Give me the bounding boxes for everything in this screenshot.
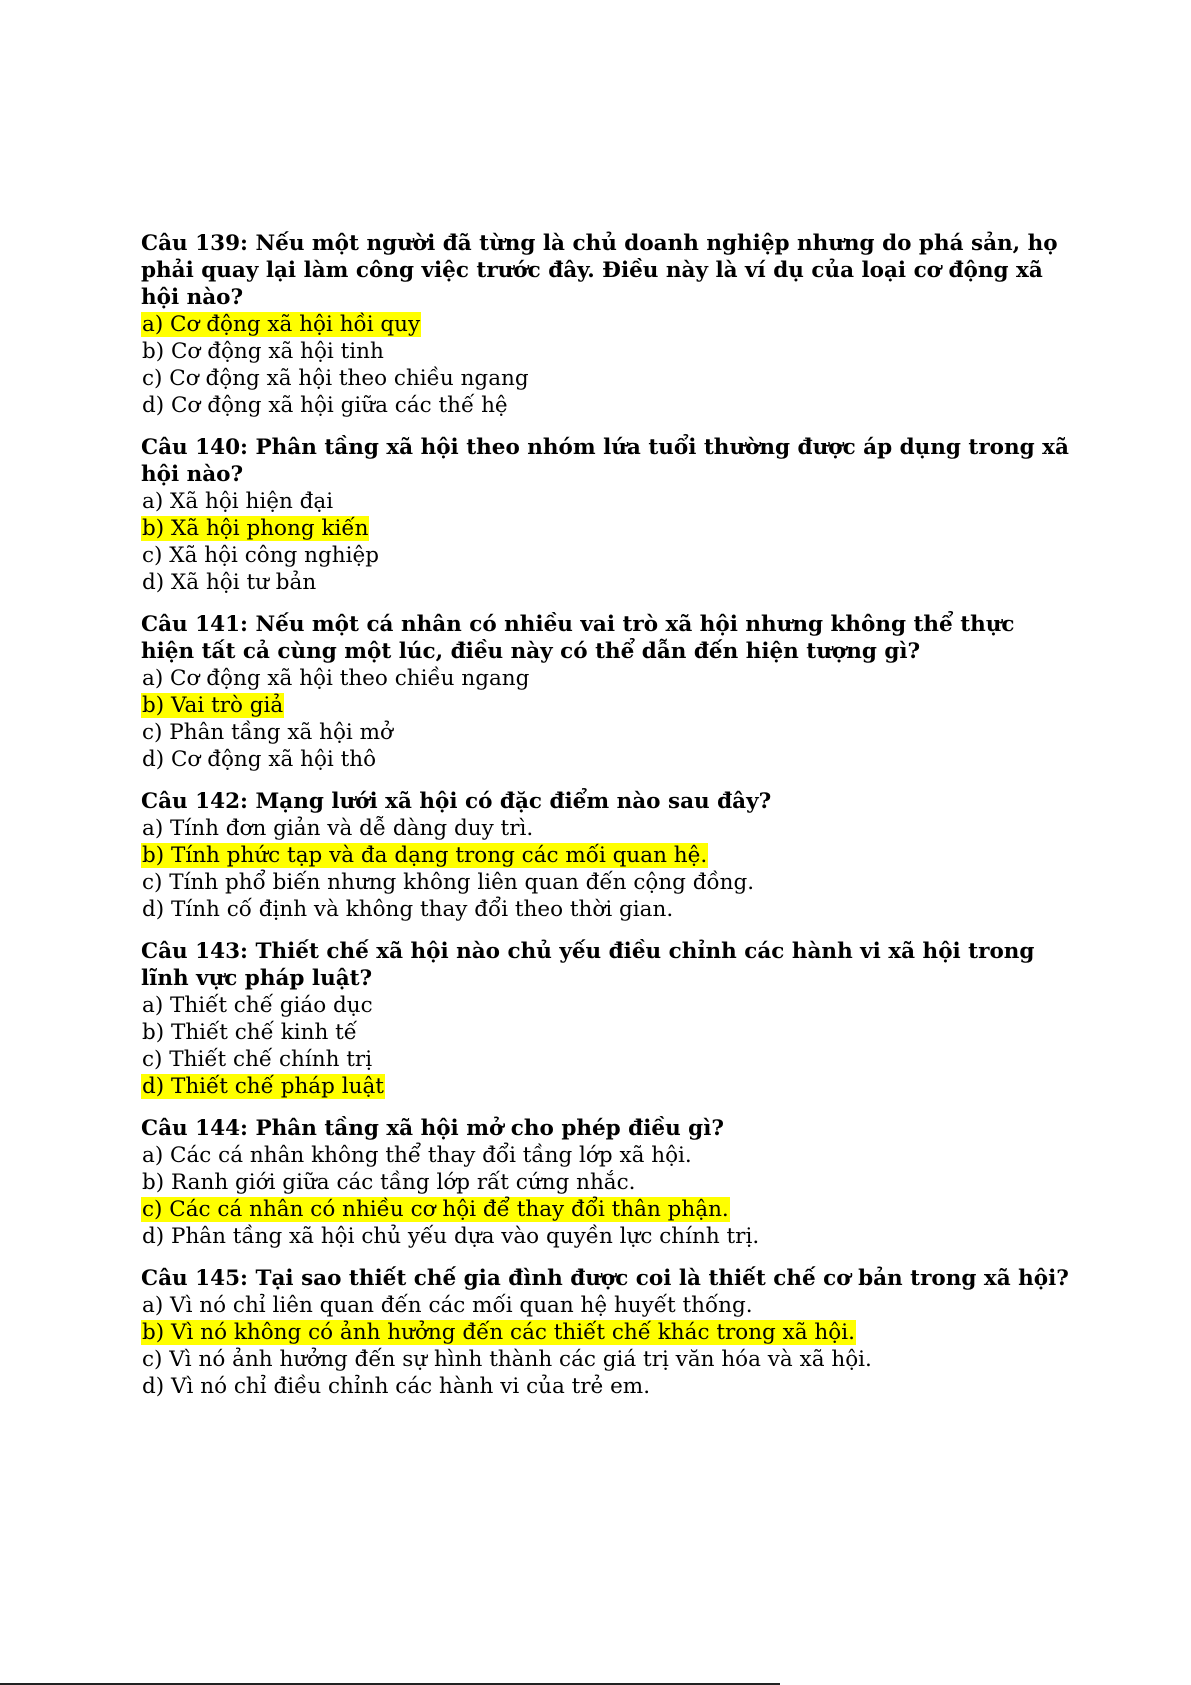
answer-option-d [141,569,1071,596]
question-text: Mạng lưới xã hội có đặc điểm nào sau đây? [255,789,772,814]
answer-option-c [141,1046,1071,1073]
answer-option-b [141,692,1071,719]
answer-option-b [141,842,1071,869]
answer-option-d [141,1073,1071,1100]
question-144 [141,1115,1071,1250]
answer-option-d [141,896,1071,923]
question-number: Câu 143: [141,939,248,964]
answer-option-b [141,515,1071,542]
answer-text: d) Vì nó chỉ điều chỉnh các hành vi của trẻ em. [142,1374,651,1399]
answer-text: b) Vai trò giả [142,693,284,718]
answer-option-a [141,1292,1071,1319]
question-number: Câu 139: [141,231,248,256]
question-139 [141,230,1071,419]
question-number: Câu 145: [141,1266,248,1291]
answer-option-a [141,1142,1071,1169]
question-title [141,1265,1071,1292]
answer-option-a [141,815,1071,842]
document-page [141,230,1071,1415]
answer-text: a) Cơ động xã hội hồi quy [142,312,421,337]
answer-text: d) Tính cố định và không thay đổi theo thời gian. [142,897,674,922]
answer-text: b) Cơ động xã hội tinh [142,339,384,364]
answer-text: b) Vì nó không có ảnh hưởng đến các thiết chế khác trong xã hội. [142,1320,855,1345]
question-text: Nếu một người đã từng là chủ doanh nghiệp nhưng do phá sản, họ phải quay lại làm công việc trước đây. Điều này là ví dụ của loại cơ động xã hội nào? [141,231,1058,310]
answer-option-c [141,542,1071,569]
question-text: Phân tầng xã hội mở cho phép điều gì? [255,1116,724,1141]
answer-text: a) Vì nó chỉ liên quan đến các mối quan hệ huyết thống. [142,1293,753,1318]
question-title [141,938,1071,992]
question-text: Tại sao thiết chế gia đình được coi là thiết chế cơ bản trong xã hội? [255,1266,1069,1291]
answer-option-b [141,1169,1071,1196]
answer-text: d) Thiết chế pháp luật [142,1074,384,1099]
answer-text: c) Thiết chế chính trị [142,1047,373,1072]
answer-option-c [141,1346,1071,1373]
answer-option-c [141,365,1071,392]
answer-option-d [141,1223,1071,1250]
answer-text: c) Xã hội công nghiệp [142,543,379,568]
question-title [141,788,1071,815]
question-title [141,611,1071,665]
answer-option-b [141,1319,1071,1346]
answer-text: a) Tính đơn giản và dễ dàng duy trì. [142,816,534,841]
answer-text: a) Các cá nhân không thể thay đổi tầng lớp xã hội. [142,1143,692,1168]
answer-option-d [141,392,1071,419]
answer-text: b) Xã hội phong kiến [142,516,369,541]
question-number: Câu 141: [141,612,248,637]
answer-text: a) Cơ động xã hội theo chiều ngang [142,666,530,691]
answer-option-a [141,992,1071,1019]
answer-option-d [141,746,1071,773]
answer-text: c) Tính phổ biến nhưng không liên quan đến cộng đồng. [142,870,755,895]
question-number: Câu 144: [141,1116,248,1141]
question-text: Nếu một cá nhân có nhiều vai trò xã hội nhưng không thể thực hiện tất cả cùng một lúc, điều này có thể dẫn đến hiện tượng gì? [141,612,1015,664]
answer-text: b) Ranh giới giữa các tầng lớp rất cứng nhắc. [142,1170,636,1195]
answer-option-b [141,338,1071,365]
answer-option-c [141,869,1071,896]
answer-option-b [141,1019,1071,1046]
answer-text: d) Xã hội tư bản [142,570,317,595]
answer-text: d) Cơ động xã hội giữa các thế hệ [142,393,508,418]
question-140 [141,434,1071,596]
question-141 [141,611,1071,773]
answer-text: b) Tính phức tạp và đa dạng trong các mối quan hệ. [142,843,708,868]
question-number: Câu 142: [141,789,248,814]
answer-text: c) Cơ động xã hội theo chiều ngang [142,366,529,391]
answer-text: c) Các cá nhân có nhiều cơ hội để thay đổi thân phận. [142,1197,729,1222]
answer-text: c) Phân tầng xã hội mở [142,720,393,745]
question-title [141,230,1071,311]
question-title [141,434,1071,488]
answer-text: d) Cơ động xã hội thô [142,747,377,772]
answer-option-a [141,488,1071,515]
answer-text: d) Phân tầng xã hội chủ yếu dựa vào quyền lực chính trị. [142,1224,760,1249]
answer-option-a [141,665,1071,692]
answer-text: c) Vì nó ảnh hưởng đến sự hình thành các giá trị văn hóa và xã hội. [142,1347,872,1372]
answer-option-a [141,311,1071,338]
question-142 [141,788,1071,923]
answer-text: a) Thiết chế giáo dục [142,993,373,1018]
answer-option-c [141,1196,1071,1223]
answer-option-d [141,1373,1071,1400]
answer-option-c [141,719,1071,746]
question-text: Thiết chế xã hội nào chủ yếu điều chỉnh các hành vi xã hội trong lĩnh vực pháp luật? [141,939,1035,991]
answer-text: b) Thiết chế kinh tế [142,1020,357,1045]
question-143 [141,938,1071,1100]
question-title [141,1115,1071,1142]
question-145 [141,1265,1071,1400]
question-text: Phân tầng xã hội theo nhóm lứa tuổi thường được áp dụng trong xã hội nào? [141,435,1069,487]
answer-text: a) Xã hội hiện đại [142,489,334,514]
question-number: Câu 140: [141,435,248,460]
